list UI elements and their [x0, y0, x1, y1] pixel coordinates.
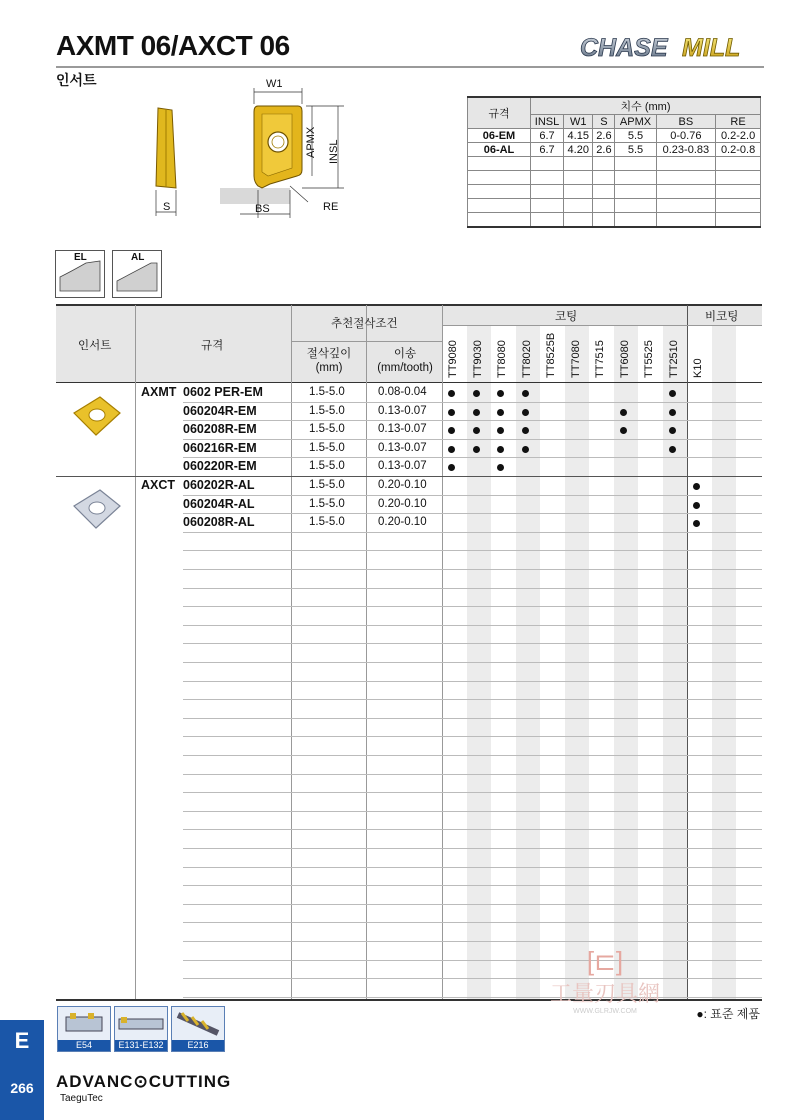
- standard-mark: [522, 409, 529, 416]
- ref-thumb-e131[interactable]: [114, 1006, 168, 1052]
- feed-value: 0.13-0.07: [378, 423, 427, 436]
- section-letter: E: [14, 1028, 30, 1053]
- column-divider: [135, 305, 136, 999]
- row-divider: [183, 681, 762, 682]
- dims-cell: 6.7: [531, 143, 564, 157]
- ref-thumb-e54[interactable]: [57, 1006, 111, 1052]
- feed-value: 0.13-0.07: [378, 441, 427, 454]
- standard-mark: [620, 427, 627, 434]
- watermark-icon: [⊏]: [586, 946, 624, 976]
- grade-label: TT6080: [618, 340, 631, 378]
- table-top-rule: [56, 304, 762, 306]
- brand-sub: TaeguTec: [60, 1093, 103, 1104]
- row-divider: [183, 774, 762, 775]
- milling-cutter-icon: [58, 1007, 110, 1040]
- coat-sub-rule: [442, 325, 762, 326]
- part-number: 0602 PER-EM: [183, 385, 263, 399]
- header-feed: 이송 (mm/tooth): [377, 348, 433, 374]
- dims-header: 치수 (mm): [531, 97, 761, 115]
- part-number: 060202R-AL: [183, 478, 255, 492]
- row-divider: [183, 718, 762, 719]
- standard-mark: [693, 520, 700, 527]
- gold-insert-icon: [66, 391, 126, 441]
- end-mill-icon: [115, 1007, 167, 1040]
- brand-logo: ADVANC⊙CUTTING: [56, 1072, 232, 1091]
- ref-e216-label: E216: [172, 1040, 224, 1051]
- standard-mark: [448, 427, 455, 434]
- dims-col-2: S: [593, 115, 615, 129]
- standard-mark: [473, 427, 480, 434]
- grade-label: TT8525B: [545, 332, 557, 378]
- ref-e131-label: E131-E132: [115, 1040, 167, 1051]
- header-coated: 코팅: [555, 311, 578, 323]
- row-divider: [183, 922, 762, 923]
- row-divider: [183, 885, 762, 886]
- dims-cell: 0.23-0.83: [656, 143, 716, 157]
- standard-mark: [669, 409, 676, 416]
- dims-col-5: RE: [716, 115, 761, 129]
- grade-label: TT2510: [667, 340, 680, 378]
- ref-thumb-e216[interactable]: [171, 1006, 225, 1052]
- grade-label: TT5525: [643, 340, 655, 378]
- chipbreaker-el-label: EL: [74, 252, 87, 263]
- silver-insert-icon: [66, 484, 126, 534]
- standard-mark: [497, 390, 504, 397]
- part-number: 060204R-EM: [183, 403, 257, 418]
- grade-label: TT9080: [447, 340, 459, 378]
- page-number: 266: [10, 1080, 34, 1096]
- header-uncoated: 비코팅: [705, 311, 739, 323]
- standard-mark: [448, 446, 455, 453]
- feed-value: 0.13-0.07: [378, 404, 427, 417]
- row-divider: [183, 736, 762, 737]
- row-divider: [183, 588, 762, 589]
- dims-col-0: INSL: [531, 115, 564, 129]
- depth-value: 1.5-5.0: [309, 460, 345, 473]
- legend-note: ●: 표준 제품: [696, 1007, 760, 1021]
- row-divider: [183, 662, 762, 663]
- part-number: 060208R-AL: [183, 515, 255, 530]
- header-spec: 규격: [201, 340, 224, 352]
- standard-mark: [497, 446, 504, 453]
- standard-mark: [448, 464, 455, 471]
- part-number: 060220R-EM: [183, 459, 257, 474]
- row-divider: [183, 495, 762, 496]
- dims-cell: 5.5: [615, 143, 656, 157]
- re-label: RE: [323, 201, 339, 213]
- depth-value: 1.5-5.0: [309, 423, 345, 436]
- row-divider: [183, 867, 762, 868]
- standard-mark: [693, 483, 700, 490]
- row-divider: [183, 513, 762, 514]
- standard-mark: [448, 409, 455, 416]
- row-divider: [183, 625, 762, 626]
- column-divider: [366, 305, 367, 999]
- row-divider: [183, 402, 762, 403]
- svg-text:MILL: MILL: [682, 34, 741, 62]
- grade-label: TT9030: [471, 340, 484, 378]
- column-divider: [291, 305, 292, 999]
- row-divider: [183, 439, 762, 440]
- standard-mark: [669, 427, 676, 434]
- watermark: [540, 946, 670, 1015]
- row-divider: [183, 532, 762, 533]
- row-divider: [183, 420, 762, 421]
- standard-mark: [473, 446, 480, 453]
- depth-value: 1.5-5.0: [309, 497, 345, 510]
- row-divider: [183, 811, 762, 812]
- row-divider: [183, 792, 762, 793]
- row-divider: [183, 457, 762, 458]
- dims-cell: 2.6: [593, 129, 615, 143]
- dims-cell: 4.20: [564, 143, 593, 157]
- page-title: AXMT 06/AXCT 06: [56, 30, 290, 61]
- row-divider: [183, 997, 762, 998]
- dims-spec-header: 규격: [468, 97, 531, 129]
- section-tab: [0, 1020, 44, 1120]
- depth-value: 1.5-5.0: [309, 479, 345, 491]
- part-number: 060204R-AL: [183, 496, 255, 511]
- standard-mark: [522, 427, 529, 434]
- helical-cutter-icon: [172, 1007, 224, 1040]
- feed-value: 0.13-0.07: [378, 460, 427, 473]
- s-label: S: [163, 201, 171, 213]
- table-header-rule: [56, 382, 762, 383]
- dims-col-1: W1: [564, 115, 593, 129]
- standard-mark: [522, 446, 529, 453]
- dims-cell: 4.15: [564, 129, 593, 143]
- depth-value: 1.5-5.0: [309, 386, 345, 398]
- dims-cell: 5.5: [615, 129, 656, 143]
- dims-spec: 06-EM: [468, 129, 531, 143]
- depth-value: 1.5-5.0: [309, 404, 345, 417]
- row-divider: [183, 550, 762, 551]
- grade-label: TT8080: [496, 340, 508, 378]
- feed-value: 0.20-0.10: [378, 497, 427, 510]
- part-number: 060208R-EM: [183, 422, 257, 437]
- chipbreaker-al-label: AL: [131, 252, 145, 263]
- standard-mark: [497, 409, 504, 416]
- standard-mark: [497, 427, 504, 434]
- apmx-label: APMX: [305, 126, 317, 158]
- grade-label: TT7080: [569, 340, 582, 378]
- depth-value: 1.5-5.0: [309, 516, 345, 529]
- row-divider: [183, 755, 762, 756]
- dims-cell: 0.2-0.8: [716, 143, 761, 157]
- dims-spec: 06-AL: [468, 143, 531, 157]
- row-divider: [183, 904, 762, 905]
- row-divider: [183, 848, 762, 849]
- grade-label: TT7515: [594, 340, 606, 378]
- group-divider: [56, 476, 762, 477]
- watermark-url: WWW.GLRJW.COM: [573, 1008, 637, 1015]
- row-divider: [183, 960, 762, 961]
- standard-mark: [693, 502, 700, 509]
- header-insert: 인서트: [78, 340, 112, 352]
- grade-label: K10: [692, 358, 704, 378]
- svg-text:CHASE: CHASE: [580, 34, 668, 62]
- column-divider: [442, 305, 443, 999]
- feed-value: 0.08-0.04: [378, 386, 427, 398]
- row-divider: [183, 699, 762, 700]
- column-divider: [687, 305, 688, 999]
- row-divider: [183, 606, 762, 607]
- row-divider: [183, 643, 762, 644]
- standard-mark: [497, 464, 504, 471]
- standard-mark: [448, 390, 455, 397]
- dims-cell: 6.7: [531, 129, 564, 143]
- dims-col-3: APMX: [615, 115, 656, 129]
- page-subtitle: 인서트: [56, 72, 97, 88]
- dims-col-4: BS: [656, 115, 716, 129]
- feed-value: 0.20-0.10: [378, 516, 427, 529]
- standard-mark: [669, 390, 676, 397]
- standard-mark: [620, 409, 627, 416]
- family-label: AXMT: [141, 385, 177, 399]
- standard-mark: [669, 446, 676, 453]
- row-divider: [183, 829, 762, 830]
- cond-sub-rule: [291, 341, 442, 342]
- family-label: AXCT: [141, 478, 176, 492]
- standard-mark: [522, 390, 529, 397]
- grade-label: TT8020: [520, 340, 533, 378]
- insl-label: INSL: [328, 139, 340, 164]
- depth-value: 1.5-5.0: [309, 441, 345, 454]
- row-divider: [183, 569, 762, 570]
- dims-cell: 0-0.76: [656, 129, 716, 143]
- dims-cell: 0.2-2.0: [716, 129, 761, 143]
- standard-mark: [473, 390, 480, 397]
- watermark-text: 工量刃具網: [549, 981, 660, 1006]
- header-depth: 절삭깊이 (mm): [306, 348, 352, 374]
- dims-cell: 2.6: [593, 143, 615, 157]
- row-divider: [183, 941, 762, 942]
- bs-label: BS: [255, 203, 270, 215]
- header-cutting-conditions: 추천절삭조건: [331, 318, 398, 330]
- w1-label: W1: [266, 78, 283, 90]
- part-number: 060216R-EM: [183, 440, 257, 455]
- row-divider: [183, 978, 762, 979]
- ref-e54-label: E54: [58, 1040, 110, 1051]
- feed-value: 0.20-0.10: [378, 479, 427, 491]
- standard-mark: [473, 409, 480, 416]
